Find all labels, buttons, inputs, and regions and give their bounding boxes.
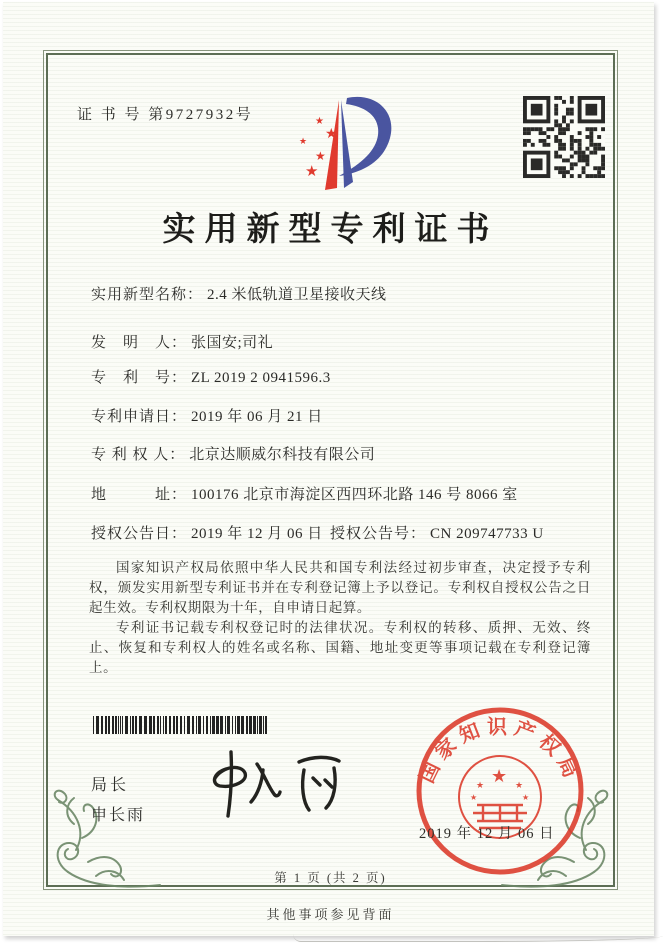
seal-date: 2019 年 12 月 06 日 <box>419 826 555 842</box>
svg-text:★: ★ <box>515 781 524 791</box>
field-row-patentee <box>91 443 375 464</box>
commissioner-name: 申长雨 <box>91 807 146 824</box>
svg-text:★: ★ <box>491 766 508 787</box>
field-label: 专 利 号： <box>91 370 188 386</box>
field-value: CN 209747733 U <box>430 526 544 542</box>
svg-text:★: ★ <box>470 793 478 802</box>
field-value: 张国安;司礼 <box>191 335 274 351</box>
field-value: 北京达顺威尔科技有限公司 <box>189 447 376 463</box>
field-label: 发 明 人： <box>91 335 188 351</box>
svg-text:★: ★ <box>522 793 530 802</box>
svg-text:★: ★ <box>476 781 485 791</box>
legal-paragraph-1: 国家知识产权局依照中华人民共和国专利法经过初步审查，决定授予专利权，颁发实用新型专利证书并在专利登记簿上予以登记。专利权自授权公告之日起生效。专利权期限为十年，自申请日起算。 <box>89 560 591 615</box>
certificate-title: 实用新型专利证书 <box>162 212 499 248</box>
field-value: 2.4 米低轨道卫星接收天线 <box>207 287 387 303</box>
svg-text:★: ★ <box>315 116 324 127</box>
official-seal <box>413 704 587 878</box>
field-row-filing-date <box>91 405 323 426</box>
field-row-grant-number <box>330 522 544 543</box>
field-label: 授权公告日： <box>91 526 188 542</box>
field-row-address <box>91 483 518 504</box>
paper-edge-shadow <box>293 930 663 942</box>
field-label: 授权公告号： <box>330 526 427 542</box>
barcode <box>93 716 271 734</box>
signature-handwriting-icon <box>201 744 361 826</box>
svg-text:★: ★ <box>325 126 338 142</box>
field-value: 2019 年 06 月 21 日 <box>191 409 323 425</box>
field-row-name <box>91 283 387 304</box>
svg-text:★: ★ <box>315 149 326 163</box>
commissioner-title: 局长 <box>91 777 130 794</box>
certificate-paper <box>3 2 654 936</box>
legal-paragraph-2: 专利证书记载专利权登记时的法律状况。专利权的转移、质押、无效、终止、恢复和专利权人的姓名或名称、国籍、地址变更等事项记载在专利登记簿上。 <box>89 620 591 675</box>
page-number: 第 1 页 (共 2 页) <box>274 871 387 885</box>
field-value: ZL 2019 2 0941596.3 <box>191 370 331 386</box>
certificate-number: 证 书 号 第9727932号 <box>77 107 254 123</box>
seal-text: 国家知识产权局 <box>416 716 584 787</box>
cnipa-logo-icon <box>275 86 401 194</box>
field-label: 实用新型名称： <box>91 287 204 303</box>
field-row-patent-no <box>91 366 331 387</box>
field-value: 100176 北京市海淀区西四环北路 146 号 8066 室 <box>191 487 518 503</box>
field-label: 专 利 权 人： <box>91 447 186 463</box>
svg-text:★: ★ <box>299 137 308 147</box>
field-label: 专利申请日： <box>91 409 188 425</box>
qr-code <box>523 96 605 178</box>
back-side-note: 其他事项参见背面 <box>266 907 395 922</box>
field-value: 2019 年 12 月 06 日 <box>191 526 323 542</box>
legal-text <box>89 558 591 678</box>
field-row-inventor <box>91 331 273 352</box>
svg-text:★: ★ <box>305 162 319 180</box>
field-row-grant-date <box>91 522 323 543</box>
field-label: 地 址： <box>91 487 188 503</box>
